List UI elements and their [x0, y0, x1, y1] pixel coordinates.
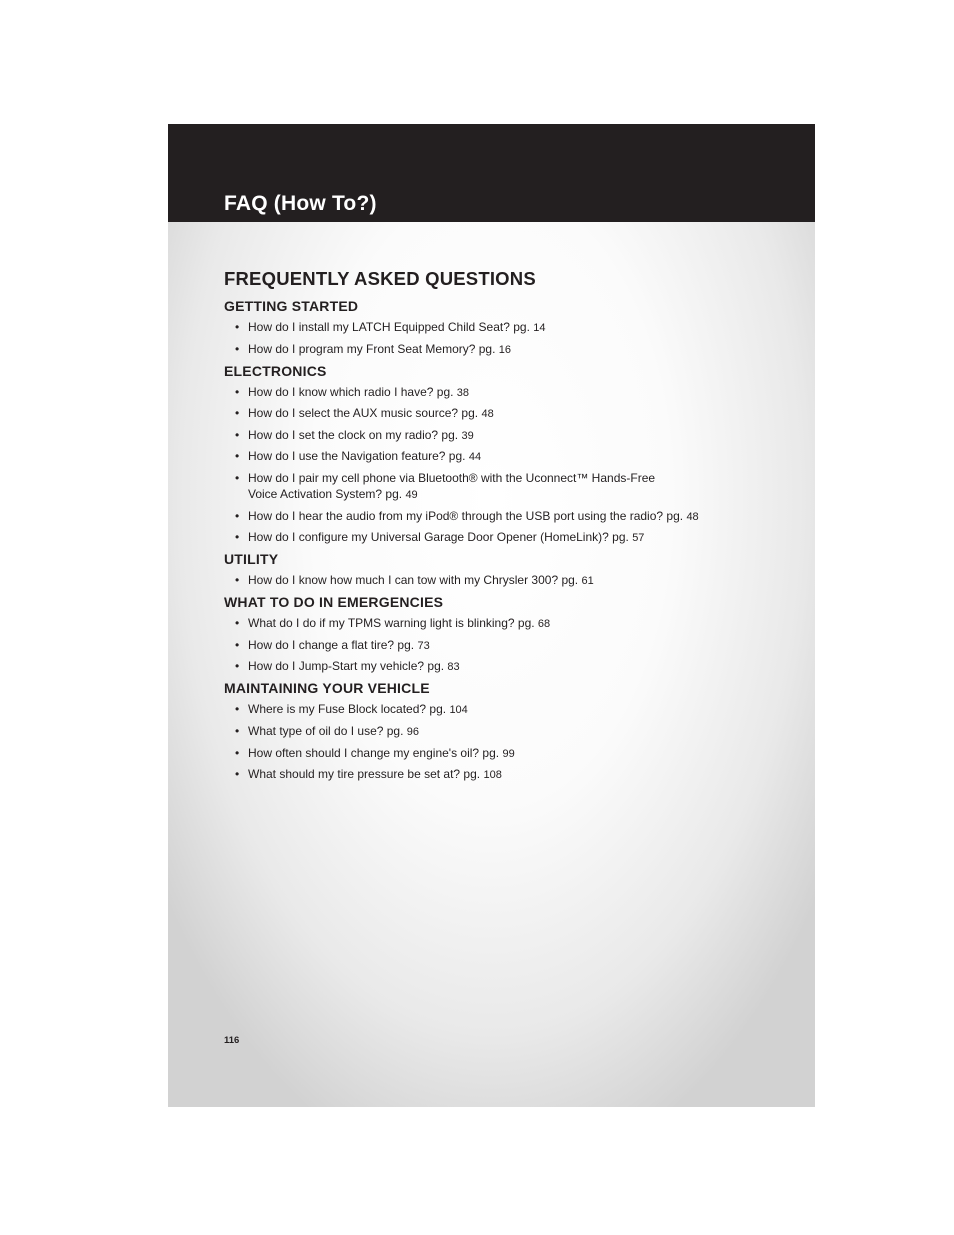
page-ref[interactable]: 16 [498, 343, 512, 356]
faq-item[interactable] [224, 508, 784, 525]
faq-item[interactable] [224, 529, 784, 546]
section-heading: GETTING STARTED [224, 298, 359, 314]
faq-content [224, 268, 784, 788]
page-number: 116 [224, 1035, 240, 1046]
faq-item[interactable] [224, 405, 784, 422]
faq-item[interactable] [224, 470, 668, 503]
faq-question: How do I know which radio I have? pg. [248, 384, 454, 399]
faq-item[interactable] [224, 766, 784, 783]
section-maintaining [224, 680, 784, 783]
faq-question: What type of oil do I use? pg. [248, 723, 404, 738]
faq-question: How do I configure my Universal Garage Door Opener (HomeLink)? pg. [248, 530, 629, 545]
faq-question: How do I program my Front Seat Memory? pg. [248, 341, 496, 356]
faq-item[interactable] [224, 384, 784, 401]
page-ref[interactable]: 104 [449, 704, 468, 717]
faq-item[interactable] [224, 448, 784, 465]
section-electronics [224, 363, 784, 547]
faq-item[interactable] [224, 572, 784, 589]
page-ref[interactable]: 83 [447, 661, 460, 674]
faq-question: How do I pair my cell phone via Bluetooth® with the Uconnect™ Hands-Free Voice Activation System? pg. [248, 470, 656, 501]
faq-question: How do I change a flat tire? pg. [248, 637, 415, 652]
faq-question: How do I select the AUX music source? pg. [248, 406, 479, 421]
faq-item[interactable] [224, 637, 784, 654]
section-heading: WHAT TO DO IN EMERGENCIES [224, 594, 444, 611]
page-title: FAQ (How To?) [224, 192, 377, 215]
faq-item[interactable] [224, 427, 784, 444]
section-heading: ELECTRONICS [224, 362, 327, 379]
faq-question: What do I do if my TPMS warning light is blinking? pg. [248, 616, 535, 631]
header-bar [168, 124, 815, 222]
faq-item[interactable] [224, 745, 784, 762]
page-ref[interactable]: 49 [405, 488, 418, 501]
page-ref[interactable]: 44 [468, 451, 482, 464]
page-ref[interactable]: 48 [686, 510, 699, 523]
page-ref[interactable]: 99 [502, 747, 515, 760]
faq-question: How do I hear the audio from my iPod® through the USB port using the radio? pg. [248, 508, 684, 523]
section-getting-started [224, 298, 784, 358]
main-heading: FREQUENTLY ASKED QUESTIONS [224, 268, 536, 289]
faq-question: How do I Jump-Start my vehicle? pg. [248, 659, 445, 674]
faq-item[interactable] [224, 341, 784, 358]
faq-question: How often should I change my engine's oil? pg. [248, 745, 500, 760]
page-ref[interactable]: 73 [417, 639, 430, 652]
faq-item[interactable] [224, 615, 784, 632]
faq-question: How do I set the clock on my radio? pg. [248, 427, 459, 442]
page-ref[interactable]: 108 [483, 769, 502, 782]
section-heading: MAINTAINING YOUR VEHICLE [224, 680, 430, 697]
manual-page [168, 124, 815, 1107]
faq-question: How do I know how much I can tow with my Chrysler 300? pg. [248, 573, 579, 588]
page-ref[interactable]: 38 [456, 386, 470, 399]
faq-item[interactable] [224, 658, 784, 675]
faq-question: How do I use the Navigation feature? pg. [248, 449, 466, 464]
faq-item[interactable] [224, 319, 784, 336]
page-ref[interactable]: 39 [461, 429, 474, 442]
page-ref[interactable]: 61 [581, 575, 594, 588]
page-ref[interactable]: 68 [537, 618, 551, 631]
faq-question: What should my tire pressure be set at? pg. [248, 767, 481, 782]
page-ref[interactable]: 57 [632, 532, 645, 545]
section-heading: UTILITY [224, 551, 279, 568]
page-ref[interactable]: 14 [533, 322, 546, 334]
section-utility [224, 551, 784, 589]
faq-question: How do I install my LATCH Equipped Child Seat? pg. [248, 320, 530, 334]
section-emergencies [224, 594, 784, 675]
faq-item[interactable] [224, 723, 784, 740]
faq-question: Where is my Fuse Block located? pg. [248, 702, 447, 717]
page-ref[interactable]: 48 [481, 408, 494, 421]
page-ref[interactable]: 96 [406, 725, 420, 738]
faq-item[interactable] [224, 701, 784, 718]
